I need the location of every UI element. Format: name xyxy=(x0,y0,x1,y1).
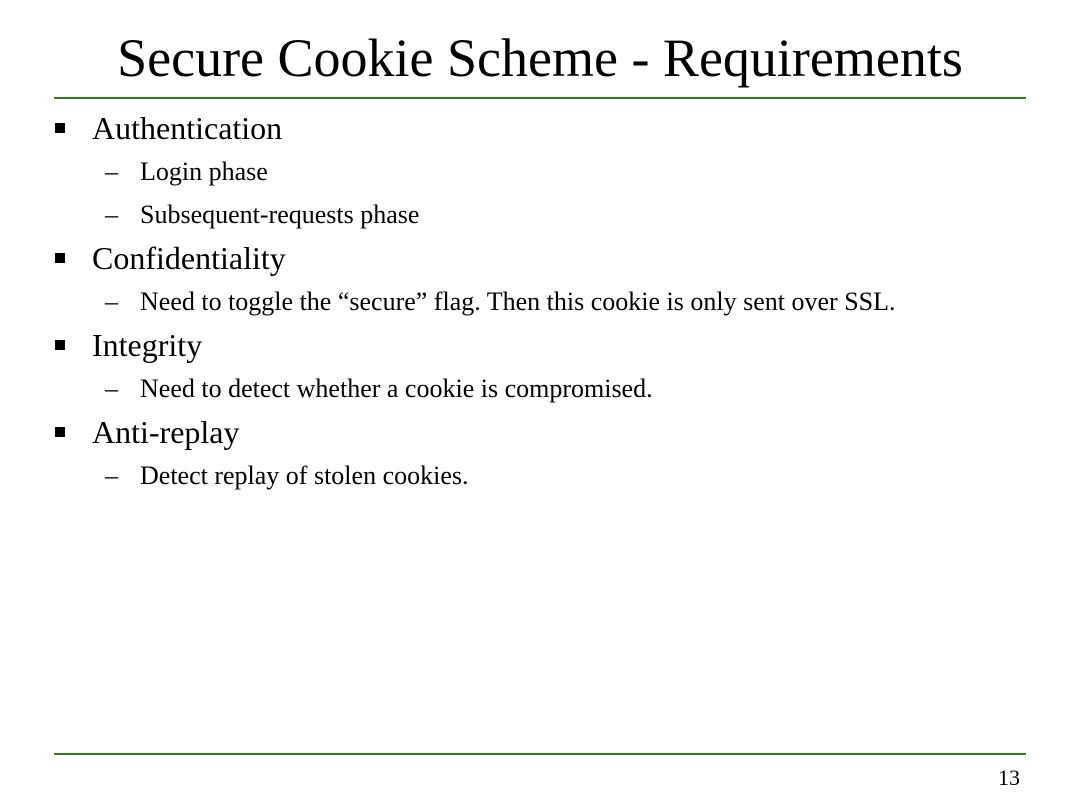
page-number: 13 xyxy=(998,765,1020,790)
sub-bullet-label: Login phase xyxy=(140,157,268,186)
bullet-row xyxy=(54,236,1044,280)
bullet-label: Confidentiality xyxy=(92,240,286,276)
bullet-label: Anti-replay xyxy=(92,414,240,450)
sub-bullet-list xyxy=(54,280,1044,323)
bullet-item-confidentiality xyxy=(54,236,1044,323)
bullet-item-anti-replay xyxy=(54,410,1044,497)
sub-bullet-label: Need to toggle the “secure” flag. Then this cookie is only sent over SSL. xyxy=(140,287,896,316)
sub-bullet-label: Need to detect whether a cookie is compromised. xyxy=(140,374,653,403)
dash-bullet-icon: – xyxy=(105,287,118,316)
bullet-list xyxy=(54,106,1044,497)
bullet-row xyxy=(54,410,1044,454)
dash-bullet-icon: – xyxy=(105,461,118,490)
sub-bullet-label: Detect replay of stolen cookies. xyxy=(140,461,469,490)
sub-bullet-item xyxy=(54,150,1044,193)
bullet-label: Integrity xyxy=(92,327,203,363)
bullet-item-authentication xyxy=(54,106,1044,236)
bullet-row xyxy=(54,323,1044,367)
dash-bullet-icon: – xyxy=(105,157,118,186)
bullet-label: Authentication xyxy=(92,110,283,146)
bullet-item-integrity xyxy=(54,323,1044,410)
square-bullet-icon xyxy=(55,340,65,350)
slide-title: Secure Cookie Scheme - Requirements xyxy=(117,28,963,88)
sub-bullet-item xyxy=(54,367,1044,410)
bullet-row xyxy=(54,106,1044,150)
title-divider xyxy=(54,97,1026,99)
dash-bullet-icon: – xyxy=(105,200,118,229)
square-bullet-icon xyxy=(55,253,65,263)
square-bullet-icon xyxy=(55,123,65,133)
sub-bullet-label: Subsequent-requests phase xyxy=(140,200,420,229)
footer-divider xyxy=(54,753,1026,755)
sub-bullet-list xyxy=(54,367,1044,410)
sub-bullet-item xyxy=(54,454,1044,497)
square-bullet-icon xyxy=(55,427,65,437)
sub-bullet-item xyxy=(54,280,1044,323)
sub-bullet-list xyxy=(54,150,1044,236)
sub-bullet-list xyxy=(54,454,1044,497)
dash-bullet-icon: – xyxy=(105,374,118,403)
sub-bullet-item xyxy=(54,193,1044,236)
